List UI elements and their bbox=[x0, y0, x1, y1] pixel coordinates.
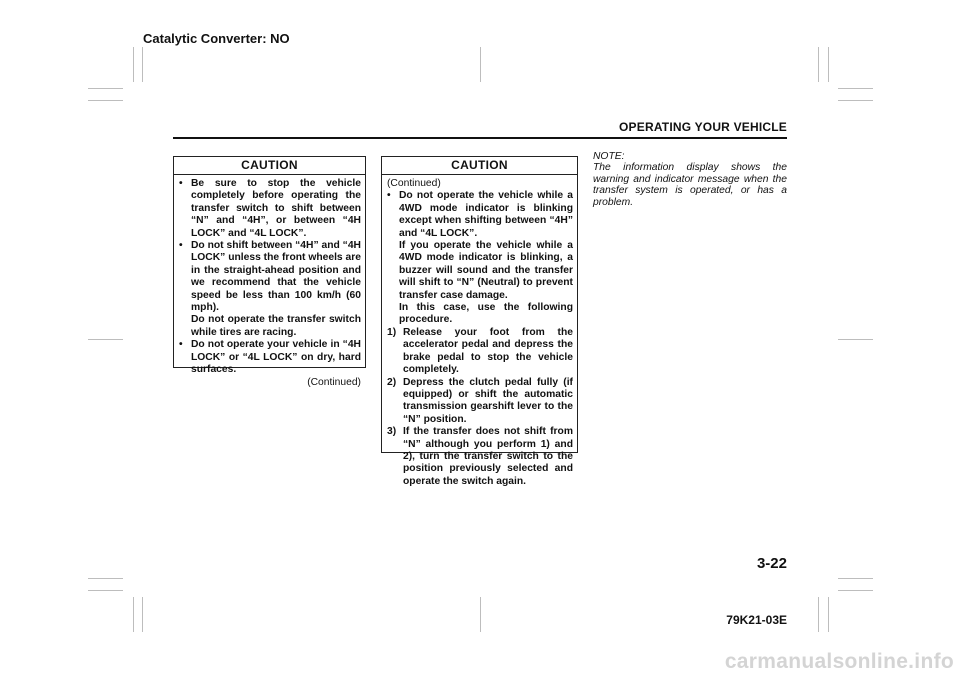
caution-title: CAUTION bbox=[174, 157, 365, 175]
list-marker: 1) bbox=[387, 326, 397, 338]
caution-list-item bbox=[387, 190, 573, 326]
catalytic-converter-label: Catalytic Converter: NO bbox=[143, 31, 290, 46]
list-item-text: Do not operate the transfer switch while tires are racing. bbox=[191, 314, 361, 338]
caution-body bbox=[382, 175, 577, 492]
doc-code: 79K21-03E bbox=[726, 613, 787, 627]
header-rule bbox=[173, 137, 787, 139]
watermark: carmanualsonline.info bbox=[724, 650, 954, 673]
caution-body bbox=[174, 175, 365, 393]
caution-box-right bbox=[381, 156, 578, 487]
caution-list-item bbox=[179, 240, 361, 339]
list-item-text: Do not operate your vehicle in “4H LOCK” or “4L LOCK” on dry, hard surfaces. bbox=[191, 339, 361, 376]
list-item-text: Be sure to stop the vehicle completely before operating the transfer switch to shift between “N” and “4H”, or between “4H LOCK” and “4L LOCK”. bbox=[191, 178, 361, 239]
continued-label: (Continued) bbox=[387, 178, 441, 189]
list-item-text: If the transfer does not shift from “N” although you perform 1) and 2), turn the transfer switch to the position previously selected and operate the switch again. bbox=[403, 426, 573, 487]
note-block bbox=[593, 151, 787, 208]
list-marker: • bbox=[179, 178, 183, 189]
note-text: The information display shows the warning and indicator message when the transfer system is operated, or has a problem. bbox=[593, 162, 787, 208]
list-item-text: In this case, use the following procedure. bbox=[399, 302, 573, 326]
list-item-text: Do not operate the vehicle while a 4WD mode indicator is blinking except when shifting between “4H” and “4L LOCK”. bbox=[399, 190, 573, 239]
continued-label: (Continued) bbox=[307, 376, 361, 388]
list-item-text: Do not shift between “4H” and “4H LOCK” unless the front wheels are in the straight-ahead position and we recommend that the vehicle speed be less than 100 km/h (60 mph). bbox=[191, 240, 361, 314]
caution-list-item bbox=[387, 377, 573, 427]
caution-list-item bbox=[387, 327, 573, 377]
caution-list-item bbox=[387, 426, 573, 488]
section-title: OPERATING YOUR VEHICLE bbox=[619, 120, 787, 134]
caution-list-item bbox=[179, 339, 361, 376]
list-item-text: Release your foot from the accelerator pedal and depress the brake pedal to stop the vehicle completely. bbox=[403, 326, 573, 376]
list-marker: • bbox=[387, 190, 391, 202]
list-item-text: Depress the clutch pedal fully (if equipped) or shift the automatic transmission gearshift lever to the “N” position. bbox=[403, 376, 573, 425]
page-number: 3-22 bbox=[756, 555, 787, 572]
caution-box-left bbox=[173, 156, 366, 388]
caution-title: CAUTION bbox=[382, 157, 577, 175]
list-marker: 3) bbox=[387, 426, 397, 438]
list-marker: 2) bbox=[387, 376, 397, 388]
list-item-text: If you operate the vehicle while a 4WD mode indicator is blinking, a buzzer will sound and the transfer will shift to “N” (Neutral) to prevent transfer case damage. bbox=[399, 240, 573, 301]
list-marker: • bbox=[179, 339, 183, 351]
list-marker: • bbox=[179, 240, 183, 252]
note-label: NOTE: bbox=[593, 151, 625, 162]
caution-list-item bbox=[179, 178, 361, 240]
